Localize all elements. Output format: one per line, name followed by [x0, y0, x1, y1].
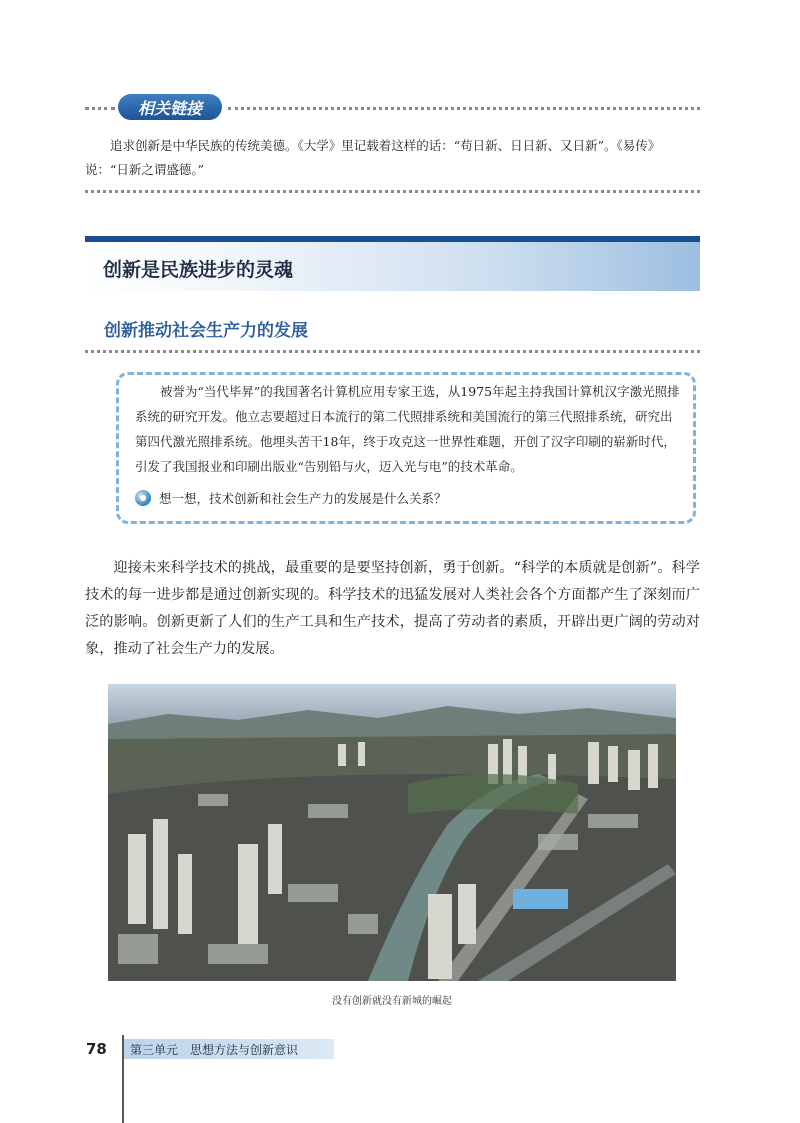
section-title: 创新是民族进步的灵魂 [103, 259, 294, 281]
page-number: 78 [86, 1040, 107, 1058]
think-question-row [135, 489, 447, 507]
section-header-bar [85, 236, 700, 291]
city-photo-illustration [108, 684, 676, 981]
city-aerial-photo [108, 684, 676, 981]
top-dotted-rule-left [85, 107, 115, 110]
think-question: 想一想，技术创新和社会生产力的发展是什么关系？ [159, 491, 447, 506]
case-text: 被誉为“当代毕昇”的我国著名计算机应用专家王选，从1975年起主持我国计算机汉字激光照排系统的研究开发。他立志要超过日本流行的第二代照排系统和美国流行的第三代照排系统，研究出第四代激光照排系统。他埋头苦干18年，终于攻克这一世界性难题，开创了汉字印刷的崭新时代，引发了我国报业和印刷出版业“告别铅与火，迈入光与电”的技术革命。 [135, 384, 680, 474]
related-link-badge: 相关链接 [118, 94, 222, 120]
footer-unit-label: 第三单元 思想方法与创新意识 [130, 1043, 299, 1057]
related-link-text: 追求创新是中华民族的传统美德。《大学》里记载着这样的话：“苟日新、日日新、又日新”。《易传》说：“日新之谓盛德。” [85, 138, 661, 177]
think-bullet-icon [135, 490, 151, 506]
top-dotted-rule-right [228, 107, 700, 110]
case-box [116, 372, 696, 524]
photo-caption: 没有创新就没有新城的崛起 [332, 996, 452, 1007]
footer-unit-bar [124, 1039, 334, 1059]
main-paragraph: 迎接未来科学技术的挑战，最重要的是要坚持创新，勇于创新。“科学的本质就是创新”。科学技术的每一进步都是通过创新实现的。科学技术的迅猛发展对人类社会各个方面都产生了深刻而广泛的影响。创新更新了人们的生产工具和生产技术，提高了劳动者的素质，开辟出更广阔的劳动对象，推动了社会生产力的发展。 [85, 560, 700, 657]
bottom-dotted-rule [85, 190, 700, 193]
subsection-title: 创新推动社会生产力的发展 [104, 321, 308, 341]
subtitle-dotted-rule [85, 350, 700, 353]
